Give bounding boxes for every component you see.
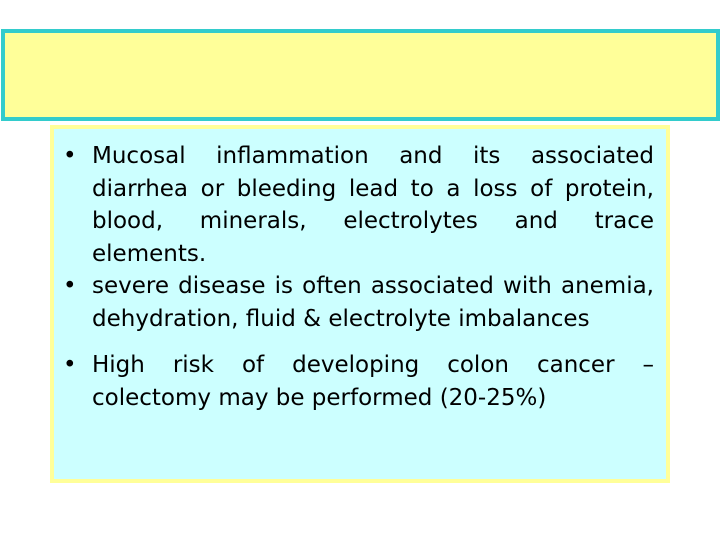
bullet-text: Mucosal inflammation and its associated diarrhea or bleeding lead to a loss of protein, blood, minerals, electrolytes and trace elements. bbox=[92, 143, 654, 267]
bullet-icon: • bbox=[63, 143, 77, 169]
bullet-item bbox=[62, 270, 654, 335]
bullet-item bbox=[62, 349, 654, 414]
bullet-item bbox=[62, 140, 654, 270]
bullet-text: High risk of developing colon cancer – colectomy may be performed (20-25%) bbox=[92, 352, 654, 411]
content-box bbox=[50, 125, 670, 483]
title-placeholder bbox=[1, 29, 720, 121]
bullet-icon: • bbox=[63, 352, 77, 378]
bullet-list bbox=[62, 140, 654, 414]
bullet-icon: • bbox=[63, 273, 77, 299]
bullet-text: severe disease is often associated with anemia, dehydration, fluid & electrolyte imbalances bbox=[92, 273, 654, 332]
